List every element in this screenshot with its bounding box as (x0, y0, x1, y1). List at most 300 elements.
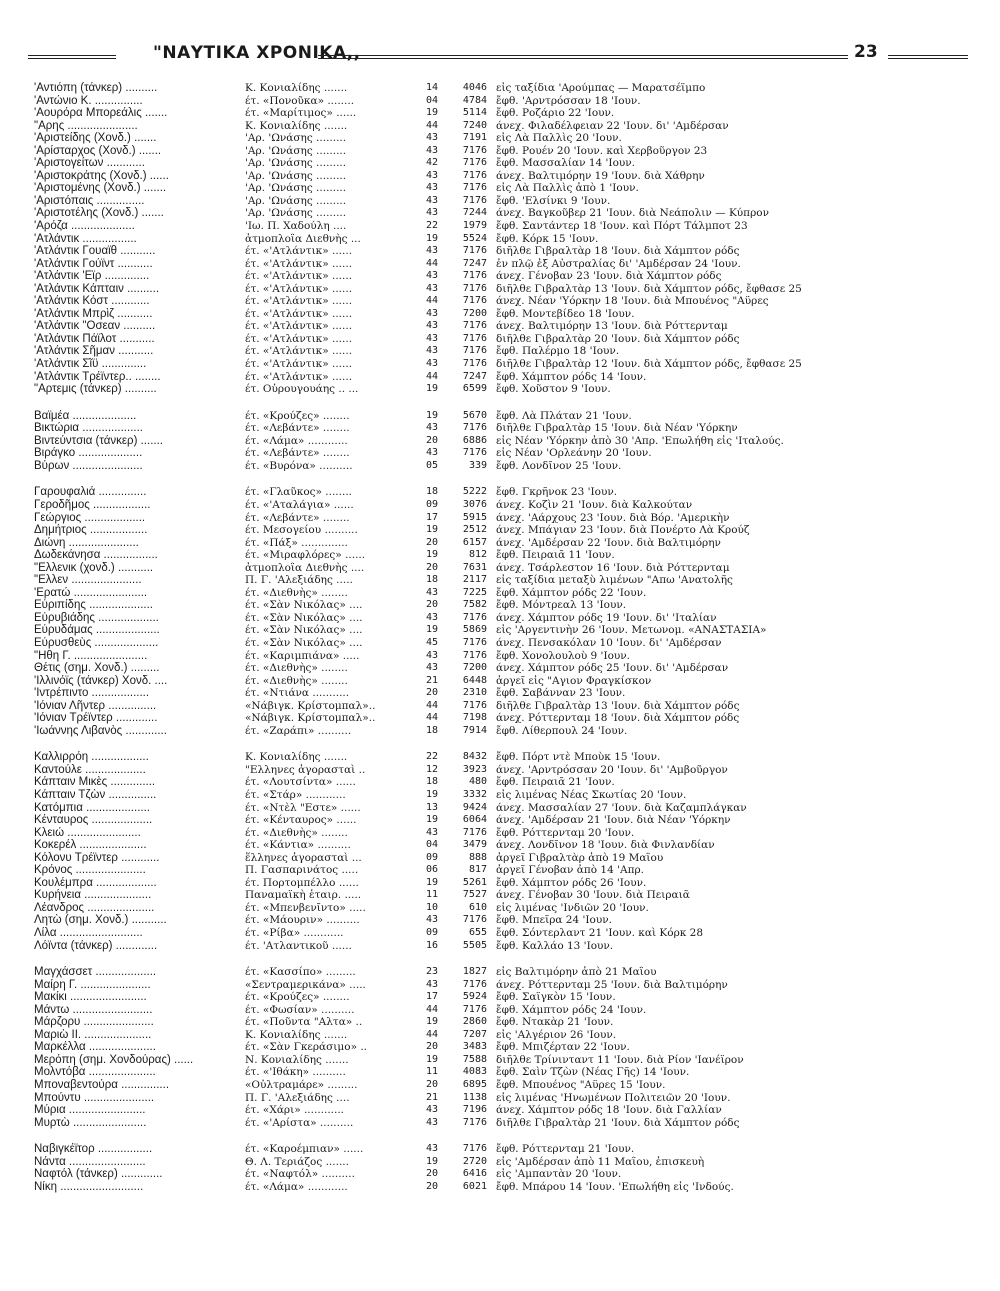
ship-status: άνεχ. Βαλτιμόρην 13 'Ιουν. διὰ Ρόττερνταμ (496, 320, 728, 333)
ship-code: 17 (425, 511, 438, 523)
ship-owner: έτ. «Μαρίτιμος» ...... (245, 107, 357, 120)
ship-status: ἔφθ. Ρόττερνταμ 21 'Ιουν. (496, 1143, 635, 1156)
ship-name: 'Αριστείδης (Χονδ.) ....... (34, 132, 157, 145)
ship-code: 19 (425, 1053, 438, 1065)
ship-status: άνεχ. 'Αρντρόσσαν 20 'Ιουν. δι' 'Αμβοῦργον (496, 763, 728, 776)
ship-code: 20 (425, 687, 438, 699)
ship-owner: έτ. «Λάμα» ............ (245, 434, 348, 447)
ship-owner: 'Αρ. 'Ωνάσης ......... (245, 132, 347, 145)
ship-tonnage: 7176 (462, 169, 487, 181)
ship-code: 10 (425, 901, 438, 913)
ship-code: 43 (425, 1104, 438, 1116)
ship-tonnage: 7176 (462, 636, 487, 648)
ship-status: διῆλθε Γιβραλτὰρ 12 'Ιουν. διὰ Χάμπτον ρόδς, ἔφθασε 25 (496, 358, 802, 371)
ship-name: 'Ιωάννης Λιβανὸς ............. (34, 724, 167, 737)
ship-code: 43 (425, 282, 438, 294)
ship-code: 43 (425, 1116, 438, 1128)
ship-name: 'Ατλάντικ ................. (34, 232, 137, 245)
ship-row (0, 687, 1000, 700)
ship-status: εἰς Νέαν 'Υόρκην ἀπὸ 30 'Απρ. 'Επωλήθη εἰς 'Ιταλούς. (496, 434, 784, 447)
ship-row (0, 927, 1000, 940)
ship-owner: έτ. «Λεβάντε» ........ (245, 447, 350, 460)
ship-status: εἰς 'Αργεντινὴν 26 'Ιουν. Μετωνομ. «ΑΝΑΣΤΑΣΙΑ» (496, 624, 767, 637)
ship-tonnage: 3076 (462, 498, 487, 510)
ship-code: 18 (425, 776, 438, 788)
ship-owner: έτ. «Μιραφλόρες» ...... (245, 549, 366, 562)
ship-code: 20 (425, 434, 438, 446)
ship-row (0, 574, 1000, 587)
ship-name: Μαίρη Γ. ...................... (34, 978, 151, 991)
ship-row (0, 1004, 1000, 1017)
ship-row (0, 82, 1000, 95)
ship-tonnage: 7588 (462, 1053, 487, 1065)
ship-name: Δημήτριος .................. (34, 524, 148, 537)
ship-status: ἔφθ. 'Ελσίνκι 9 'Ιουν. (496, 194, 611, 207)
ship-row (0, 662, 1000, 675)
ship-row (0, 410, 1000, 423)
ship-owner: έτ. «'Ιθάκη» .......... (245, 1066, 346, 1079)
ship-status: άνεχ. Νέαν 'Υόρκην 18 'Ιουν. διὰ Μπουένος "Αϋρες (496, 295, 769, 308)
ship-code: 43 (425, 422, 438, 434)
ship-row (0, 940, 1000, 953)
ship-row (0, 991, 1000, 1004)
ship-row (0, 107, 1000, 120)
ship-code: 44 (425, 699, 438, 711)
ship-row (0, 320, 1000, 333)
ship-tonnage: 6064 (462, 814, 487, 826)
ship-status: ἔφθ. Λὰ Πλάταν 21 'Ιουν. (496, 409, 632, 422)
ship-name: 'Ερατώ ....................... (34, 586, 148, 599)
ship-code: 21 (425, 674, 438, 686)
ship-tonnage: 6886 (462, 434, 487, 446)
ship-tonnage: 2860 (462, 1016, 487, 1028)
ship-row (0, 245, 1000, 258)
ship-row (0, 1079, 1000, 1092)
ship-owner: έτ. «Σὰν Νικόλας» .... (245, 636, 363, 649)
ship-tonnage: 7176 (462, 182, 487, 194)
ship-row (0, 132, 1000, 145)
ship-code: 12 (425, 763, 438, 775)
ship-status: ἔφθ. Σαντάντερ 18 'Ιουν. καὶ Πόρτ Τάλμποτ 23 (496, 220, 748, 233)
ship-code: 18 (425, 724, 438, 736)
ship-status: εἰς Νέαν 'Ορλεάνην 20 'Ιουν. (496, 447, 652, 460)
ship-status: εἰς Λὰ Παλλὶς ἀπὸ 1 'Ιουν. (496, 182, 639, 195)
ship-tonnage: 3332 (462, 788, 487, 800)
ship-name: "Αρτεμις (τάνκερ) .......... (34, 383, 157, 396)
ship-row (0, 802, 1000, 815)
ship-name: 'Ατλάντικ Σῖϋ .............. (34, 358, 147, 371)
ship-status: ἔφθ. Σαϊγκὸν 15 'Ιουν. (496, 991, 616, 1004)
ship-row (0, 170, 1000, 183)
ship-status: ἔφθ. Χάμπτον ρόδς 14 'Ιουν. (496, 370, 647, 383)
ship-name: Μυρτὼ ....................... (34, 1116, 147, 1129)
ship-owner: έτ. «'Ατλάντικ» ...... (245, 307, 353, 320)
ship-owner: Κ. Κονιαλίδης ....... (245, 119, 348, 132)
ship-code: 20 (425, 599, 438, 611)
ship-tonnage: 7198 (462, 712, 487, 724)
ship-tonnage: 7176 (462, 978, 487, 990)
ship-code: 43 (425, 169, 438, 181)
ship-row (0, 1181, 1000, 1194)
ship-tonnage: 7176 (462, 295, 487, 307)
ship-status: ἔφθ. Μόντρεαλ 13 'Ιουν. (496, 599, 627, 612)
ship-row (0, 902, 1000, 915)
ship-row (0, 1041, 1000, 1054)
ship-tonnage: 3923 (462, 763, 487, 775)
ship-owner: 'Αρ. 'Ωνάσης ......... (245, 169, 347, 182)
ship-owner: «Οὐλτραμάρε» ......... (245, 1079, 358, 1092)
ship-name: Μπούντυ ...................... (34, 1091, 155, 1104)
ship-owner: έτ. «'Αρίστα» .......... (245, 1116, 354, 1129)
ship-name: "Ελλενικ (χονδ.) ........... (34, 561, 154, 574)
ship-owner: Π. Γασπαρινάτος ..... (245, 864, 359, 877)
ship-status: άνεχ. Λονδῖνον 18 'Ιουν. διὰ Φινλανδίαν (496, 839, 715, 852)
ship-status: ἔφθ. Κόρκ 15 'Ιουν. (496, 232, 599, 245)
ship-code: 44 (425, 370, 438, 382)
ship-tonnage: 7582 (462, 599, 487, 611)
ship-code: 13 (425, 801, 438, 813)
ship-row (0, 1066, 1000, 1079)
ship-owner: έτ. «Διεθνὴς» ........ (245, 826, 348, 839)
ship-owner: έτ. «Λουτσίντα» ...... (245, 776, 356, 789)
ship-status: ἔφθ. Μπεῖρα 24 'Ιουν. (496, 914, 612, 927)
ship-status: διῆλθε Γιβραλτὰρ 20 'Ιουν. διὰ Χάμπτον ρόδς (496, 332, 740, 345)
ship-code: 19 (425, 814, 438, 826)
ship-tonnage: 339 (468, 459, 487, 471)
ship-tonnage: 5261 (462, 876, 487, 888)
ship-row (0, 220, 1000, 233)
ship-name: 'Αουρόρα Μπορεάλις ....... (34, 107, 168, 120)
ship-code: 44 (425, 119, 438, 131)
ship-owner: έτ. «Μάουριν» .......... (245, 914, 360, 927)
ship-tonnage: 9424 (462, 801, 487, 813)
ship-code: 44 (425, 257, 438, 269)
ship-code: 22 (425, 220, 438, 232)
ship-owner: 'Αρ. 'Ωνάσης ......... (245, 194, 347, 207)
ship-status: ἔφθ. Ρόττερνταμ 20 'Ιουν. (496, 826, 635, 839)
ship-code: 05 (425, 459, 438, 471)
ship-name: Κατόμπια .................... (34, 801, 150, 814)
ship-status: ἔφθ. Σαβάνναν 23 'Ιουν. (496, 687, 626, 700)
ship-tonnage: 7176 (462, 447, 487, 459)
ship-name: 'Ατλάντικ Τρέϊντερ.. ........ (34, 370, 161, 383)
ship-code: 20 (425, 561, 438, 573)
ship-tonnage: 7176 (462, 157, 487, 169)
ship-name: Κουλέμπρα ................... (34, 876, 157, 889)
ship-name: 'Ιόνιαν Τρέϊντερ ............. (34, 712, 158, 725)
ship-tonnage: 7196 (462, 1104, 487, 1116)
ship-row (0, 877, 1000, 890)
ship-owner: 'Αρ. 'Ωνάσης ......... (245, 157, 347, 170)
ship-status: ἔφθ. Χονολουλοὺ 9 'Ιουν. (496, 649, 631, 662)
ship-status: ἐν πλῷ ἐξ Αὐστραλίας δι' 'Αμδέρσαν 24 'Ιουν. (496, 257, 741, 270)
ship-tonnage: 655 (468, 927, 487, 938)
ship-owner: έτ. «Διεθνὴς» ........ (245, 662, 348, 675)
ship-owner: έτ. «Σὰν Νικόλας» .... (245, 624, 363, 637)
ship-row (0, 864, 1000, 877)
ship-owner: έτ. «Ντιάνα ........... (245, 687, 350, 700)
ship-tonnage: 817 (468, 864, 487, 876)
ship-code: 43 (425, 207, 438, 219)
ship-name: 'Αριστόπαις ............... (34, 194, 145, 207)
ship-row (0, 345, 1000, 358)
ship-owner: 'Ιω. Π. Χαδούλη .... (245, 220, 347, 233)
ship-row (0, 599, 1000, 612)
ship-tonnage: 4083 (462, 1066, 487, 1078)
ship-name: Ναφτόλ (τάνκερ) ............. (34, 1168, 163, 1181)
ship-name: Δωδεκάνησα ................. (34, 549, 158, 562)
ship-row (0, 587, 1000, 600)
ship-status: ἀργεῖ εἰς "Αγιον Φραγκίσκον (496, 674, 652, 687)
ship-code: 19 (425, 1016, 438, 1028)
ship-owner: έτ. «Φωσίαν» .......... (245, 1003, 355, 1016)
ship-tonnage: 5915 (462, 511, 487, 523)
ship-name: Νάντα ........................ (34, 1155, 146, 1168)
ship-row (0, 308, 1000, 321)
ship-status: ἔφθ. Παλέρμο 18 'Ιουν. (496, 345, 620, 358)
ship-row (0, 1104, 1000, 1117)
ship-tonnage: 2512 (462, 524, 487, 536)
ship-name: Βικτώρια ................... (34, 422, 143, 435)
ship-row (0, 1156, 1000, 1169)
ship-code: 43 (425, 270, 438, 282)
ship-tonnage: 6416 (462, 1168, 487, 1180)
ship-code: 43 (425, 611, 438, 623)
ship-status: ἔφθ. Σαὶν Τζὼν (Νέας Γῆς) 14 'Ιουν. (496, 1066, 690, 1079)
ship-name: Βιράγκο .................... (34, 447, 143, 460)
ship-tonnage: 6448 (462, 674, 487, 686)
ship-tonnage: 7191 (462, 132, 487, 144)
ship-code: 20 (425, 1168, 438, 1180)
ship-tonnage: 5222 (462, 486, 487, 498)
ship-name: Μαρκέλλα ..................... (34, 1041, 156, 1054)
ship-name: Βύρων ...................... (34, 459, 143, 472)
ship-status: άνεχ. Γένοβαν 23 'Ιουν. διὰ Χάμπτον ρόδς (496, 270, 722, 283)
ship-owner: έτ. «Πονοῦκα» ........ (245, 94, 355, 107)
ship-name: Κόλονυ Τρέϊντερ ............ (34, 851, 160, 864)
ship-owner: έτ. «Κρούζες» ........ (245, 409, 350, 422)
ship-row (0, 270, 1000, 283)
ship-name: Κυρήνεια ..................... (34, 889, 152, 902)
ship-owner: έτ. «'Ατλάντικ» ...... (245, 370, 353, 383)
ship-tonnage: 7176 (462, 282, 487, 294)
ship-status: εἰς 'Αλγέριον 26 'Ιουν. (496, 1028, 617, 1041)
ship-owner: έτ. «Κρούζες» ........ (245, 991, 350, 1004)
ship-name: Εὐρυσθεὺς .................... (34, 636, 159, 649)
ship-row (0, 624, 1000, 637)
ship-tonnage: 7176 (462, 332, 487, 344)
ship-name: Μποναβεντούρα ............... (34, 1079, 170, 1092)
section-gap (0, 472, 1000, 486)
ship-tonnage: 812 (468, 549, 487, 561)
ship-status: άνεχ. Ρόττερνταμ 25 'Ιουν. διὰ Βαλτιμόρην (496, 978, 728, 991)
ship-owner: 'Αρ. 'Ωνάσης ......... (245, 207, 347, 220)
ship-tonnage: 7914 (462, 724, 487, 736)
ship-tonnage: 1138 (462, 1091, 487, 1103)
ship-tonnage: 3479 (462, 839, 487, 851)
ship-owner: έτ. «Ναφτόλ» .......... (245, 1168, 355, 1181)
ship-owner: έτ. «'Ατλάντικ» ...... (245, 332, 353, 345)
ship-status: άνεχ. Χάμπτον ρόδς 25 'Ιουν. δι' 'Αμδέρσαν (496, 662, 729, 675)
ship-code: 43 (425, 358, 438, 370)
ship-row (0, 1117, 1000, 1130)
ship-row (0, 650, 1000, 663)
ship-code: 19 (425, 549, 438, 561)
ship-row (0, 764, 1000, 777)
ship-code: 43 (425, 332, 438, 344)
ship-tonnage: 7207 (462, 1028, 487, 1040)
ship-status: διῆλθε Γιβραλτὰρ 21 'Ιουν. διὰ Χάμπτον ρόδς (496, 1116, 740, 1129)
ship-tonnage: 480 (468, 776, 487, 788)
ship-name: Κένταυρος ................... (34, 814, 153, 827)
ship-row (0, 383, 1000, 396)
ship-status: διῆλθε Γιβραλτὰρ 13 'Ιουν. διὰ Χάμπτον ρόδς, ἔφθασε 25 (496, 282, 802, 295)
ship-name: "Ελλεν ...................... (34, 574, 142, 587)
ship-name: 'Αντώνιο Κ. ............... (34, 94, 143, 107)
ship-name: Μαριὼ ΙΙ. ..................... (34, 1028, 152, 1041)
ship-row (0, 207, 1000, 220)
ship-row (0, 537, 1000, 550)
ship-status: εἰς 'Αμπαντὰν 20 'Ιουν. (496, 1168, 622, 1181)
ship-status: ἔφθ. Πειραιᾶ 21 'Ιουν. (496, 776, 615, 789)
ship-row (0, 358, 1000, 371)
ship-code: 14 (425, 82, 438, 93)
ship-tonnage: 7176 (462, 1116, 487, 1128)
ship-row (0, 1054, 1000, 1067)
ship-code: 43 (425, 345, 438, 357)
ship-status: διῆλθε Γιβραλτὰρ 13 'Ιουν. διὰ Χάμπτον ρόδς (496, 699, 740, 712)
ship-status: ἔφθ. Μπιζέρταν 22 'Ιουν. (496, 1041, 630, 1054)
ship-status: ἔφθ. Ροζάριο 22 'Ιουν. (496, 107, 615, 120)
ship-row (0, 447, 1000, 460)
ship-code: 19 (425, 876, 438, 888)
ship-name: Μακίκι ........................ (34, 991, 147, 1004)
ship-code: 43 (425, 132, 438, 144)
ship-status: διῆλθε Γιβραλτὰρ 15 'Ιουν. διὰ Νέαν 'Υόρκην (496, 422, 738, 435)
ship-status: ἔφθ. Λονδῖνον 25 'Ιουν. (496, 459, 622, 472)
ship-row (0, 1143, 1000, 1156)
ship-code: 44 (425, 295, 438, 307)
ship-tonnage: 888 (468, 851, 487, 863)
ship-status: ἔφθ. Ρουέν 20 'Ιουν. καὶ Χερβοῦργον 23 (496, 144, 708, 157)
ship-status: ἔφθ. Μοντεβίδεο 18 'Ιουν. (496, 307, 635, 320)
ship-tonnage: 7176 (462, 1003, 487, 1015)
ship-name: Κάπταιν Τζὼν ............... (34, 788, 157, 801)
ship-tonnage: 7527 (462, 889, 487, 901)
ship-status: άνεχ. 'Αμδέρσαν 21 'Ιουν. διὰ Νέαν 'Υόρκην (496, 814, 731, 827)
ship-code: 43 (425, 182, 438, 194)
ship-status: άνεχ. 'Αάρχους 23 'Ιουν. διὰ Βόρ. 'Αμερικὴν (496, 511, 730, 524)
ship-row (0, 460, 1000, 473)
ship-row (0, 1029, 1000, 1042)
ship-tonnage: 1827 (462, 966, 487, 978)
ship-status: άνεχ. Γένοβαν 30 'Ιουν. διὰ Πειραιᾶ (496, 889, 690, 902)
ship-status: ἔφθ. Καλλάο 13 'Ιουν. (496, 939, 614, 952)
ship-name: 'Αριστομένης (Χονδ.) ....... (34, 182, 167, 195)
ship-code: 11 (425, 889, 438, 901)
ship-tonnage: 610 (468, 901, 487, 913)
ship-status: ἔφθ. Λίθερπουλ 24 'Ιουν. (496, 724, 628, 737)
ship-owner: 'Αρ. 'Ωνάσης ......... (245, 182, 347, 195)
ship-status: ἔφθ. Πειραιᾶ 11 'Ιουν. (496, 549, 615, 562)
ship-owner: έτ. «'Ατλάντικ» ...... (245, 358, 353, 371)
ship-row (0, 789, 1000, 802)
ship-status: άνεχ. Κοζὶν 21 'Ιουν. διὰ Καλκούταν (496, 498, 693, 511)
ship-code: 43 (425, 586, 438, 598)
ship-tonnage: 7176 (462, 611, 487, 623)
ship-status: άνεχ. Χάμπτον ρόδς 19 'Ιουν. δι' 'Ιταλίαν (496, 611, 717, 624)
ship-name: 'Ατλάντικ Κάπταιν .......... (34, 282, 160, 295)
ship-code: 06 (425, 864, 438, 876)
ship-code: 19 (425, 788, 438, 800)
header-rule-middle (318, 55, 848, 59)
ship-name: Καλλιρρόη .................. (34, 751, 149, 764)
ship-status: εἰς λιμένας Νέας Σκωτίας 20 'Ιουν. (496, 788, 687, 801)
ship-tonnage: 7176 (462, 245, 487, 257)
ship-row (0, 549, 1000, 562)
ship-code: 18 (425, 574, 438, 586)
ship-row (0, 814, 1000, 827)
ship-owner: έτ. «Καροέμπιαν» ...... (245, 1143, 364, 1156)
ship-row (0, 182, 1000, 195)
ship-row (0, 637, 1000, 650)
ship-row (0, 499, 1000, 512)
ship-name: Ναβιγκέϊτορ ................. (34, 1143, 153, 1156)
ship-row (0, 1168, 1000, 1181)
ship-row (0, 979, 1000, 992)
ship-name: Μύρια ........................ (34, 1104, 146, 1117)
ship-row (0, 295, 1000, 308)
ship-row (0, 776, 1000, 789)
ship-row (0, 966, 1000, 979)
ship-status: εἰς Βαλτιμόρην ἀπὸ 21 Μαΐου (496, 966, 657, 979)
ship-name: Εὐρυβιάδης ................... (34, 611, 159, 624)
ship-code: 44 (425, 712, 438, 724)
ship-code: 45 (425, 636, 438, 648)
ship-code: 09 (425, 851, 438, 863)
ship-tonnage: 4046 (462, 82, 487, 93)
ship-owner: έτ. «Λεβάντε» ........ (245, 511, 350, 524)
ship-tonnage: 7244 (462, 207, 487, 219)
ship-name: 'Ατλάντικ Πάϊλοτ ........... (34, 332, 155, 345)
ship-name: 'Ατλάντικ "Οσεαν .......... (34, 320, 156, 333)
ship-owner: έτ. «Κάντια» .......... (245, 839, 351, 852)
ship-name: 'Ατλάντικ Σῆμαν ........... (34, 345, 154, 358)
ship-owner: έτ. «'Αταλάγια» ...... (245, 498, 354, 511)
ship-code: 43 (425, 914, 438, 926)
ship-row (0, 233, 1000, 246)
ship-code: 43 (425, 320, 438, 332)
ship-code: 19 (425, 409, 438, 421)
page-number: 23 (854, 42, 878, 62)
ship-code: 18 (425, 486, 438, 498)
ship-name: Κλειώ ....................... (34, 826, 141, 839)
ship-name: 'Αριστοτέλης (Χονδ.) ....... (34, 207, 164, 220)
ship-owner: έτ. «'Ατλάντικ» ...... (245, 345, 353, 358)
ship-row (0, 283, 1000, 296)
ship-code: 43 (425, 662, 438, 674)
ship-owner: έτ. «Μπενβενῖντο» ..... (245, 901, 366, 914)
ship-status: ἔφθ. 'Αρντρόσσαν 18 'Ιουν. (496, 94, 641, 107)
ship-owner: έτ. «Κασσίπο» ......... (245, 966, 356, 979)
ship-name: 'Ατλάντικ Γούϊντ ........... (34, 257, 153, 270)
ship-row (0, 371, 1000, 384)
ship-owner: Παναμαϊκὴ ἑταιρ. ..... (245, 889, 362, 902)
ship-owner: έτ. «Διεθνὴς» ........ (245, 674, 348, 687)
ship-name: Γεώργιος ................... (34, 511, 146, 524)
section-gap (0, 952, 1000, 966)
ship-row (0, 700, 1000, 713)
